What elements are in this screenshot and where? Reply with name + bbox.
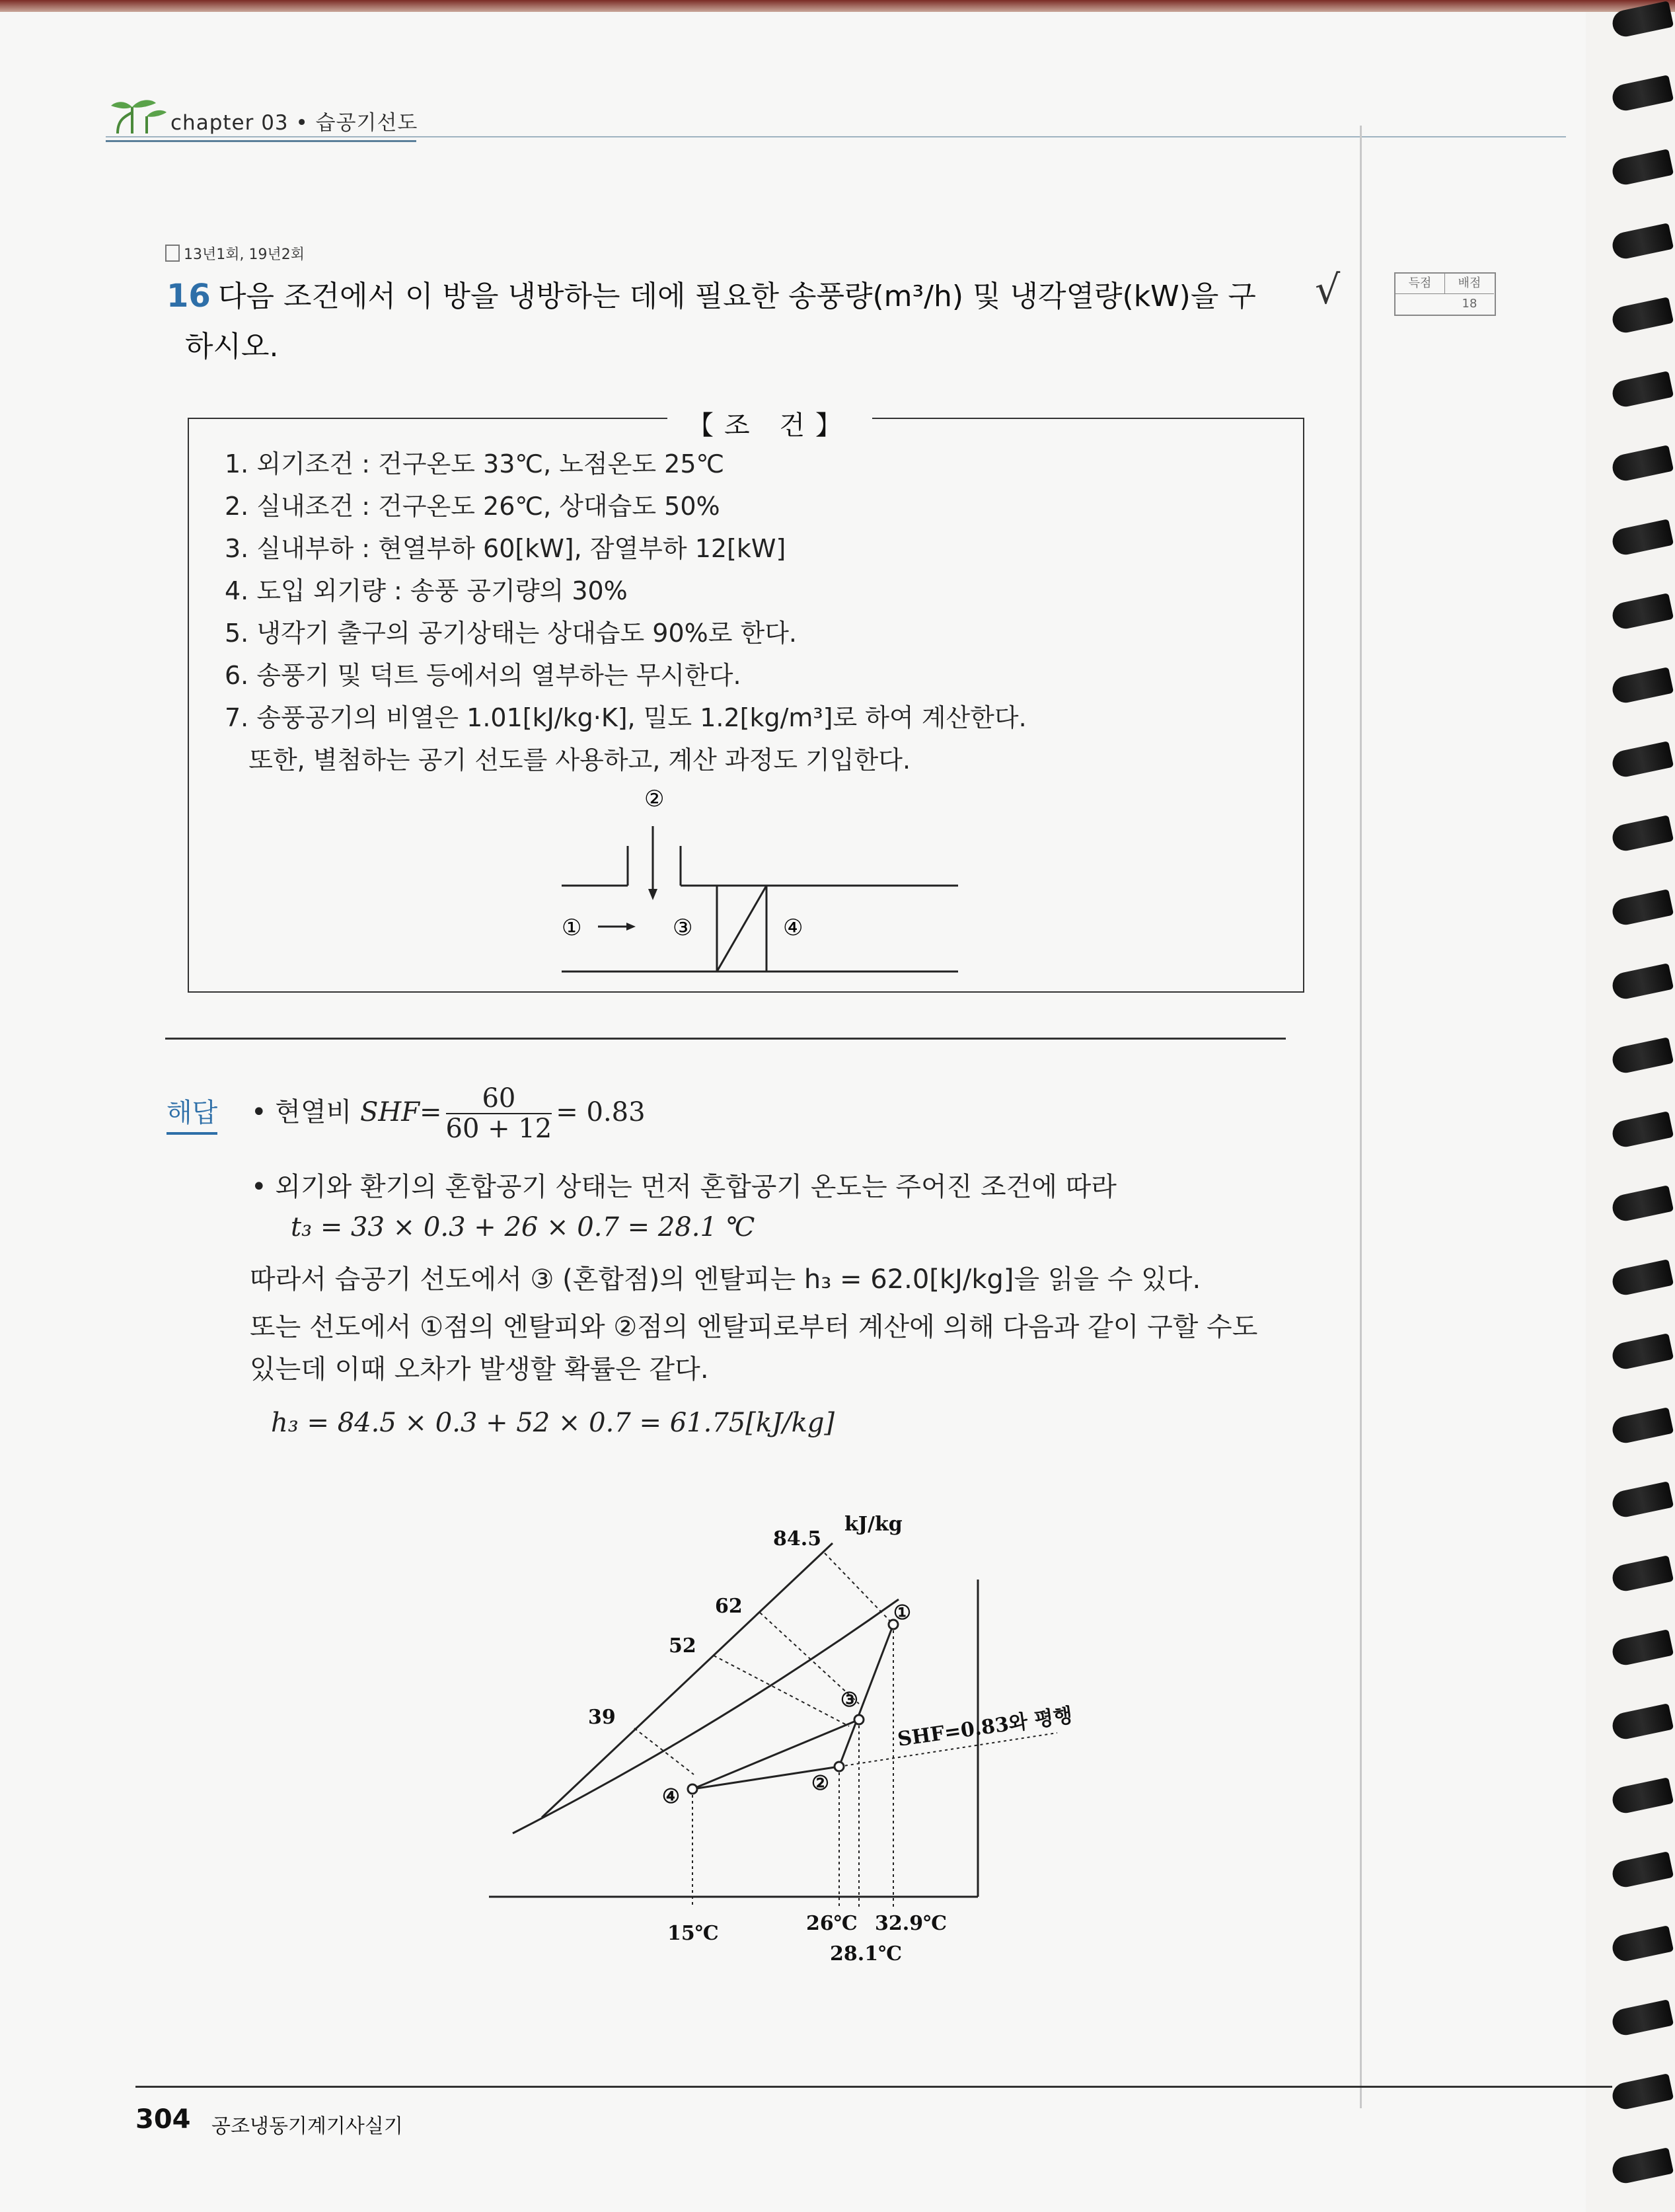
state-point-4: [688, 1784, 697, 1794]
question-number: 16: [167, 278, 211, 315]
spiral-ring: [1610, 1851, 1674, 1889]
conditions-list: [225, 443, 1027, 781]
spiral-ring: [1610, 1481, 1674, 1519]
spiral-ring: [1610, 815, 1674, 853]
condition-item: 또한, 별첨하는 공기 선도를 사용하고, 계산 과정도 기입한다.: [225, 745, 911, 775]
spiral-ring: [1610, 1259, 1674, 1297]
state-point-2: [835, 1762, 844, 1771]
spiral-ring: [1610, 1777, 1674, 1815]
spiral-ring: [1610, 1185, 1674, 1223]
point-label-2: ②: [811, 1772, 829, 1795]
temp-label-32.9: 32.9℃: [875, 1912, 948, 1935]
condition-item: 7. 송풍공기의 비열은 1.01[kJ/kg·K], 밀도 1.2[kg/m³]로 하여 계산한다.: [225, 703, 1027, 732]
score-value: 18: [1462, 297, 1477, 311]
conditions-title: 【조 건】: [667, 404, 872, 442]
spiral-ring: [1610, 1703, 1674, 1741]
shf-formula: [251, 1084, 646, 1143]
section-separator: [165, 1038, 1286, 1040]
score-box: [1394, 272, 1496, 316]
spiral-ring: [1610, 2147, 1674, 2186]
exam-checkbox: [165, 245, 180, 262]
enthalpy-line-84.5: [825, 1553, 893, 1624]
enthalpy-label-39: 39: [588, 1706, 616, 1729]
answer-line-c: 있는데 이때 오차가 발생할 확률은 같다.: [250, 1354, 709, 1385]
shf-eq: =: [420, 1097, 442, 1127]
shf-denominator: 60 + 12: [445, 1114, 552, 1144]
shf-note: SHF=0.83와 평행: [896, 1704, 1074, 1751]
margin-line: [1360, 126, 1362, 2108]
spiral-ring: [1610, 519, 1674, 557]
question-text-line2: 하시오.: [185, 330, 279, 363]
point-label-4: ④: [662, 1785, 680, 1808]
spiral-ring: [1610, 2073, 1674, 2112]
header-accent-rule: [106, 140, 416, 142]
psychrometric-chart: [476, 1507, 1110, 1969]
question-text-line1: 다음 조건에서 이 방을 냉방하는 데에 필요한 송풍량(m³/h) 및 냉각열량(kW)을 구: [218, 280, 1256, 313]
enthalpy-unit-label: kJ/kg: [844, 1513, 903, 1536]
shf-result: = 0.83: [556, 1097, 646, 1127]
enthalpy-scale-line: [542, 1543, 833, 1817]
enthalpy-label-62: 62: [715, 1595, 743, 1618]
condition-item: 3. 실내부하 : 현열부하 60[kW], 잠열부하 12[kW]: [225, 534, 786, 563]
spiral-ring: [1610, 1111, 1674, 1149]
point-label-3: ③: [840, 1689, 858, 1712]
t3-formula: t₃ = 33 × 0.3 + 26 × 0.7 = 28.1 ℃: [291, 1212, 755, 1242]
chapter-title: chapter 03 • 습공기선도: [170, 111, 418, 135]
spiral-ring: [1610, 223, 1674, 261]
enthalpy-label-84.5: 84.5: [773, 1527, 822, 1550]
temp-label-28.1: 28.1℃: [830, 1942, 903, 1965]
spiral-ring: [1610, 889, 1674, 927]
temp-label-15: 15℃: [667, 1922, 719, 1945]
page-top-edge: [0, 0, 1675, 12]
spiral-ring: [1610, 75, 1674, 113]
footer-rule: [135, 2086, 1612, 2088]
condition-item: 5. 냉각기 출구의 공기상태는 상대습도 90%로 한다.: [225, 619, 798, 648]
spiral-binding: [1612, 0, 1675, 2212]
answer-line-b: 또는 선도에서 ①점의 엔탈피와 ②점의 엔탈피로부터 계산에 의해 다음과 같이 구할 수도: [250, 1312, 1258, 1342]
duct-label-3: ③: [673, 915, 693, 941]
spiral-ring: [1610, 1333, 1674, 1371]
spiral-ring: [1610, 1, 1674, 39]
shf-numerator: 60: [446, 1084, 552, 1114]
duct-label-2: ②: [644, 786, 665, 812]
spiral-ring: [1610, 149, 1674, 187]
spiral-ring: [1610, 1555, 1674, 1593]
mix-line: • 외기와 환기의 혼합공기 상태는 먼저 혼합공기 온도는 주어진 조건에 따라: [251, 1172, 1117, 1202]
page-number: 304: [135, 2104, 191, 2135]
saturation-curve: [513, 1599, 899, 1833]
header-rule: [106, 136, 1566, 137]
spiral-ring: [1610, 297, 1674, 335]
condition-item: 1. 외기조건 : 건구온도 33℃, 노점온도 25℃: [225, 449, 725, 478]
spiral-ring: [1610, 741, 1674, 779]
answer-label: 해답: [167, 1092, 217, 1135]
score-label-earned: 득점: [1396, 274, 1445, 294]
spiral-ring: [1610, 593, 1674, 631]
spiral-ring: [1610, 1629, 1674, 1667]
spiral-ring: [1610, 445, 1674, 483]
enthalpy-label-52: 52: [669, 1634, 696, 1658]
shf-fraction: [446, 1084, 552, 1143]
enthalpy-line-52: [714, 1656, 849, 1726]
duct-label-4: ④: [783, 915, 803, 941]
point-label-1: ①: [893, 1601, 911, 1624]
spiral-ring: [1610, 371, 1674, 409]
h3-formula: h₃ = 84.5 × 0.3 + 52 × 0.7 = 61.75[kJ/kg]: [271, 1408, 835, 1438]
spiral-ring: [1610, 1999, 1674, 2038]
spiral-ring: [1610, 667, 1674, 705]
book-title: 공조냉동기계기사실기: [211, 2115, 403, 2138]
score-label-max: 배점: [1445, 274, 1494, 294]
state-point-3: [854, 1715, 864, 1724]
process-line-4-1: [692, 1720, 859, 1789]
spiral-ring: [1610, 1925, 1674, 1964]
spiral-ring: [1610, 963, 1674, 1001]
spiral-ring: [1610, 1037, 1674, 1075]
temp-label-26: 26℃: [806, 1912, 858, 1935]
duct-label-1: ①: [562, 915, 582, 941]
condition-item: 4. 도입 외기량 : 송풍 공기량의 30%: [225, 576, 628, 605]
spiral-ring: [1610, 1407, 1674, 1445]
condition-item: 6. 송풍기 및 덕트 등에서의 열부하는 무시한다.: [225, 661, 741, 690]
check-mark: √: [1315, 267, 1341, 313]
exam-reference: 13년1회, 19년2회: [184, 247, 305, 263]
answer-line-a: 따라서 습공기 선도에서 ③ (혼합점)의 엔탈피는 h₃ = 62.0[kJ/kg]을 읽을 수 있다.: [250, 1264, 1201, 1295]
duct-diagram: [529, 780, 991, 978]
shf-prefix: • 현열비: [251, 1097, 360, 1127]
shf-var: SHF: [359, 1097, 420, 1127]
condition-item: 2. 실내조건 : 건구온도 26℃, 상대습도 50%: [225, 492, 720, 521]
